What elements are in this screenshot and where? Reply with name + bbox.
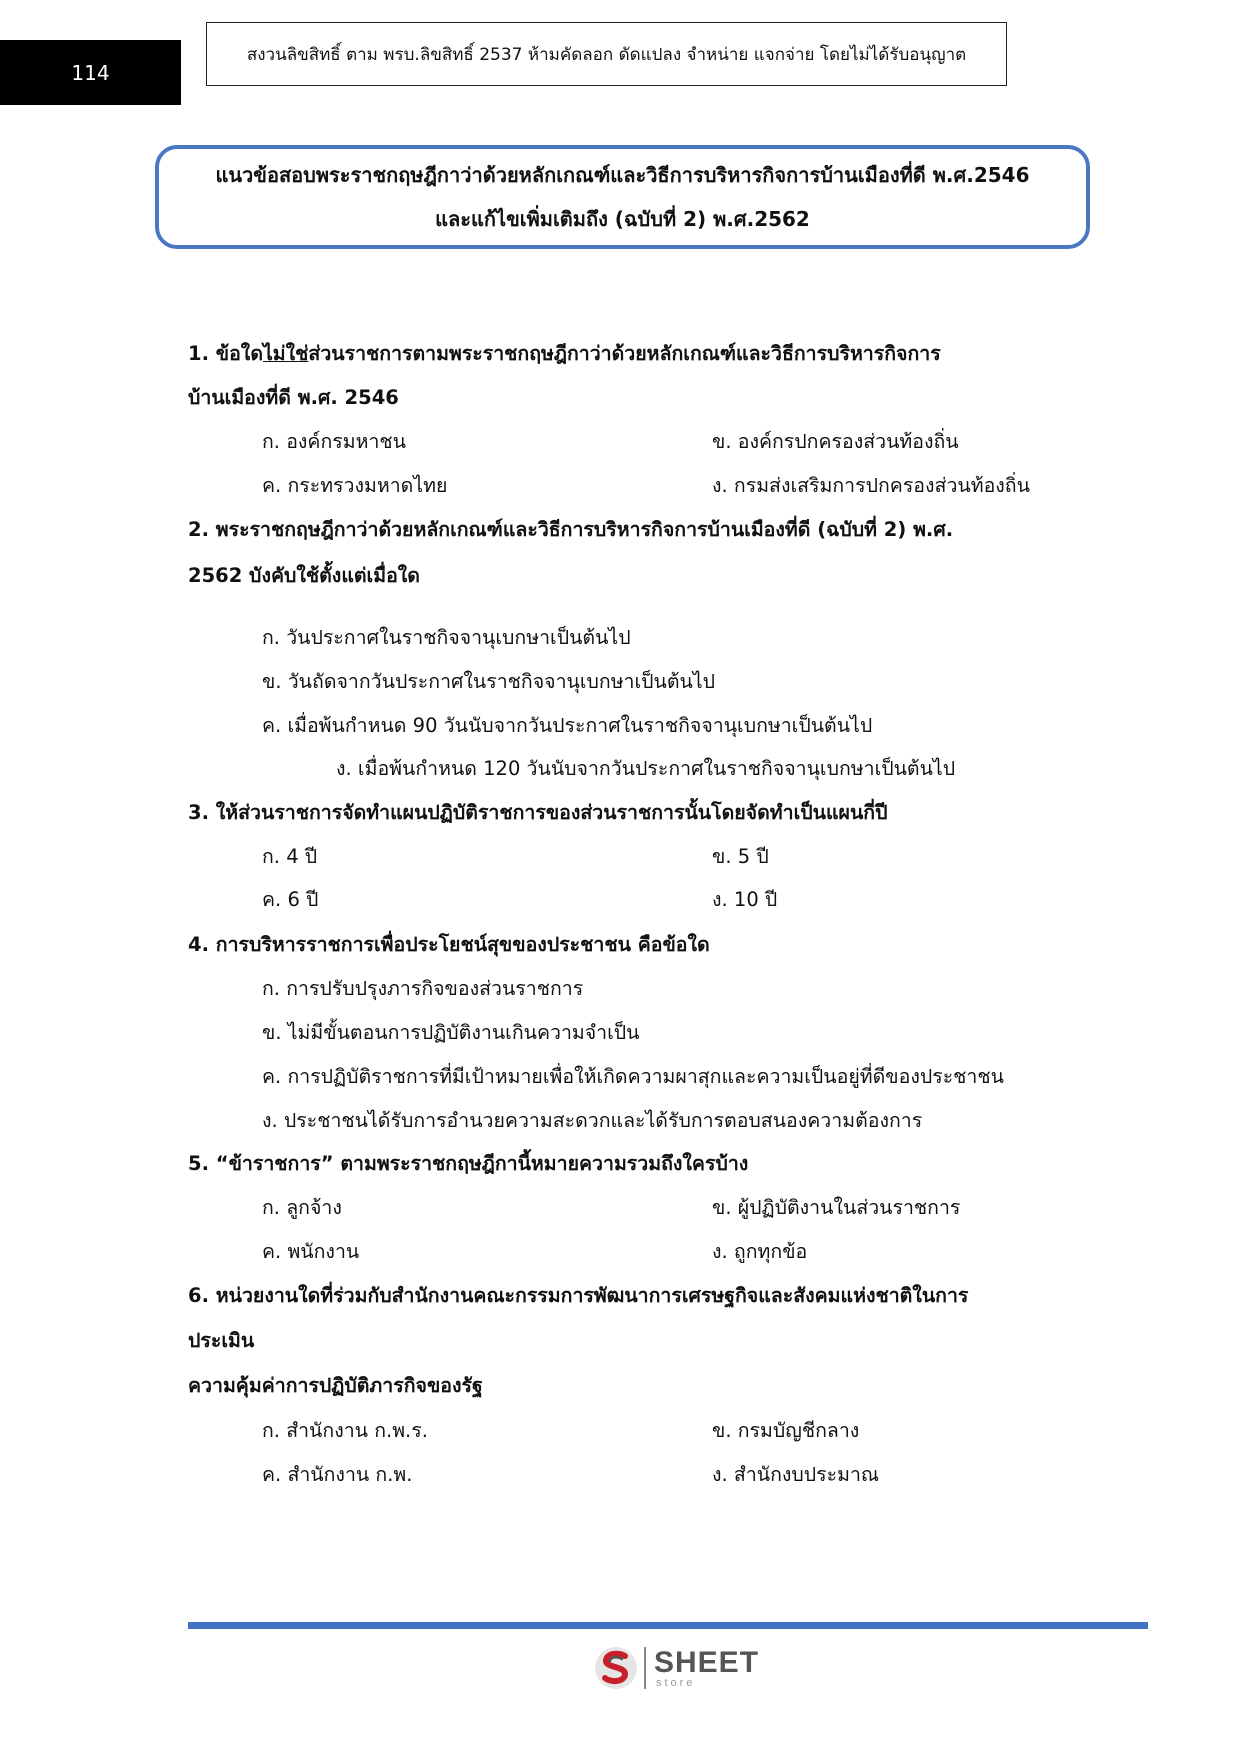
question-6-option-c: ค. สำนักงาน ก.พ. (262, 1463, 413, 1486)
question-6-option-b: ข. กรมบัญชีกลาง (712, 1419, 860, 1442)
logo-word: SHEET (654, 1645, 760, 1679)
question-6: 6. หน่วยงานใดที่ร่วมกับสำนักงานคณะกรรมการพัฒนาการเศรษฐกิจและสังคมแห่งชาติในการ (188, 1284, 969, 1307)
question-1-emphasis: ไม่ใช่ (263, 342, 309, 365)
question-4-option-a: ก. การปรับปรุงภารกิจของส่วนราชการ (262, 977, 584, 1000)
question-2-option-c: ค. เมื่อพ้นกำหนด 90 วันนับจากวันประกาศในราชกิจจานุเบกษาเป็นต้นไป (262, 714, 873, 737)
logo-text (654, 1645, 760, 1689)
question-5: 5. “ข้าราชการ” ตามพระราชกฤษฎีกานี้หมายความรวมถึงใครบ้าง (188, 1152, 749, 1175)
question-2-line-2: 2562 บังคับใช้ตั้งแต่เมื่อใด (188, 564, 420, 587)
question-1-option-d: ง. กรมส่งเสริมการปกครองส่วนท้องถิ่น (712, 474, 1030, 497)
title-line-1: แนวข้อสอบพระราชกฤษฎีกาว่าด้วยหลักเกณฑ์และวิธีการบริหารกิจการบ้านเมืองที่ดี พ.ศ.2546 (215, 163, 1030, 187)
question-1-option-c: ค. กระทรวงมหาดไทย (262, 474, 448, 497)
question-2-option-d: ง. เมื่อพ้นกำหนด 120 วันนับจากวันประกาศในราชกิจจานุเบกษาเป็นต้นไป (336, 757, 956, 780)
question-1-prefix: 1. ข้อใด (188, 342, 263, 365)
question-4-option-b: ข. ไม่มีขั้นตอนการปฏิบัติงานเกินความจำเป็น (262, 1021, 640, 1044)
question-4-option-c: ค. การปฏิบัติราชการที่มีเป้าหมายเพื่อให้เกิดความผาสุกและความเป็นอยู่ที่ดีของประชาชน (262, 1065, 1004, 1088)
logo-separator (644, 1647, 646, 1689)
question-6-option-a: ก. สำนักงาน ก.พ.ร. (262, 1419, 428, 1442)
question-3: 3. ให้ส่วนราชการจัดทำแผนปฏิบัติราชการของส่วนราชการนั้นโดยจัดทำเป็นแผนกี่ปี (188, 801, 888, 824)
question-1-option-a: ก. องค์กรมหาชน (262, 430, 406, 453)
question-5-option-d: ง. ถูกทุกข้อ (712, 1240, 808, 1263)
question-1-rest: ส่วนราชการตามพระราชกฤษฎีกาว่าด้วยหลักเกณฑ์และวิธีการบริหารกิจการ (308, 342, 941, 365)
sheet-store-logo-icon (592, 1644, 640, 1692)
question-2-option-a: ก. วันประกาศในราชกิจจานุเบกษาเป็นต้นไป (262, 626, 631, 649)
question-4: 4. การบริหารราชการเพื่อประโยชน์สุขของประชาชน คือข้อใด (188, 933, 710, 956)
title-line-2: และแก้ไขเพิ่มเติมถึง (ฉบับที่ 2) พ.ศ.2562 (435, 207, 810, 231)
footer-rule (188, 1622, 1148, 1629)
copyright-notice: สงวนลิขสิทธิ์ ตาม พรบ.ลิขสิทธิ์ 2537 ห้ามคัดลอก ดัดแปลง จำหน่าย แจกจ่าย โดยไม่ได้รับอนุญาต (206, 22, 1007, 86)
question-1-line-2: บ้านเมืองที่ดี พ.ศ. 2546 (188, 386, 399, 409)
question-3-option-a: ก. 4 ปี (262, 845, 318, 868)
question-5-option-a: ก. ลูกจ้าง (262, 1196, 342, 1219)
question-6-line-2: ประเมิน (188, 1329, 255, 1352)
page-number: 114 (0, 40, 181, 105)
question-1-option-b: ข. องค์กรปกครองส่วนท้องถิ่น (712, 430, 959, 453)
question-3-option-d: ง. 10 ปี (712, 888, 778, 911)
question-5-option-c: ค. พนักงาน (262, 1240, 360, 1263)
question-3-option-b: ข. 5 ปี (712, 845, 769, 868)
question-4-option-d: ง. ประชาชนได้รับการอำนวยความสะดวกและได้รับการตอบสนองความต้องการ (262, 1109, 923, 1132)
question-6-option-d: ง. สำนักงบประมาณ (712, 1463, 880, 1486)
logo-subword: store (656, 1676, 696, 1689)
question-1 (188, 338, 941, 369)
question-3-option-c: ค. 6 ปี (262, 888, 319, 911)
document-title (155, 145, 1090, 249)
sheet-store-logo (592, 1642, 759, 1694)
question-5-option-b: ข. ผู้ปฏิบัติงานในส่วนราชการ (712, 1196, 961, 1219)
question-2: 2. พระราชกฤษฎีกาว่าด้วยหลักเกณฑ์และวิธีการบริหารกิจการบ้านเมืองที่ดี (ฉบับที่ 2) พ.ศ. (188, 518, 954, 541)
question-6-line-3: ความคุ้มค่าการปฏิบัติภารกิจของรัฐ (188, 1374, 483, 1397)
question-2-option-b: ข. วันถัดจากวันประกาศในราชกิจจานุเบกษาเป็นต้นไป (262, 670, 716, 693)
